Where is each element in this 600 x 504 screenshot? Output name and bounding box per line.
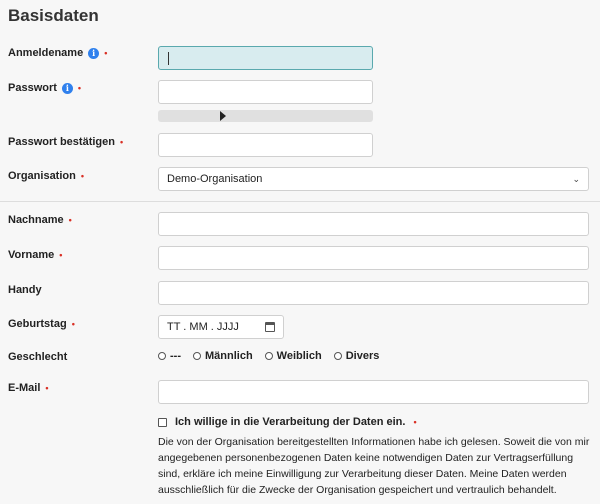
consent-description: Die von der Organisation bereitgestellten Informationen habe ich gelesen. Soweit die von mir angegebenen personenbezogenen Daten keine notwendigen Daten zur Vertragserfüllung sind, erkläre ich meine Einwilligung zur Verarbeitung dieser Daten. Meine Daten werden ausschließlich für die Zwecke der Organisation gespeichert und vertraulich behandelt. — [158, 436, 590, 496]
required-marker: • — [77, 82, 82, 93]
required-marker: • — [119, 136, 124, 147]
required-marker: • — [59, 249, 63, 260]
password-confirm-label: Passwort bestätigen • — [8, 136, 124, 148]
info-icon[interactable]: i — [62, 83, 73, 94]
gender-option-male[interactable]: Männlich — [193, 350, 253, 362]
password-input[interactable] — [158, 80, 373, 104]
play-arrow-icon — [220, 111, 226, 121]
username-input[interactable] — [158, 46, 373, 70]
required-marker: • — [68, 214, 72, 225]
gender-option-diverse[interactable]: Divers — [334, 350, 380, 362]
gender-option-female[interactable]: Weiblich — [265, 350, 322, 362]
consent-label[interactable]: Ich willige in die Verarbeitung der Daten ein. — [175, 416, 406, 428]
calendar-icon[interactable] — [265, 322, 275, 332]
radio-button[interactable] — [193, 352, 201, 360]
gender-label: Geschlecht — [8, 351, 68, 363]
gender-radio-group — [158, 350, 379, 362]
email-label: E-Mail • — [8, 382, 49, 394]
consent-checkbox[interactable] — [158, 418, 167, 427]
chevron-down-icon: ⌄ — [572, 173, 580, 184]
birthday-label: Geburtstag • — [8, 318, 75, 330]
required-marker: • — [413, 416, 417, 427]
organisation-label: Organisation • — [8, 170, 84, 182]
firstname-input[interactable] — [158, 246, 589, 270]
text-cursor — [168, 52, 169, 65]
radio-button[interactable] — [334, 352, 342, 360]
info-icon[interactable]: i — [88, 48, 99, 59]
required-marker: • — [80, 170, 84, 181]
section-title: Basisdaten — [8, 6, 99, 25]
gender-option-none[interactable]: --- — [158, 350, 181, 362]
password-label: Passwort i • — [8, 82, 82, 94]
required-marker: • — [71, 318, 75, 329]
radio-button[interactable] — [158, 352, 166, 360]
birthday-date-input[interactable]: TT . MM . JJJJ — [158, 315, 284, 339]
firstname-label: Vorname • — [8, 249, 63, 261]
password-strength-bar — [158, 110, 373, 122]
username-label: Anmeldename i • — [8, 47, 108, 59]
consent-row — [158, 416, 417, 428]
mobile-input[interactable] — [158, 281, 589, 305]
email-input[interactable] — [158, 380, 589, 404]
lastname-label: Nachname • — [8, 214, 72, 226]
radio-button[interactable] — [265, 352, 273, 360]
lastname-input[interactable] — [158, 212, 589, 236]
organisation-select[interactable]: Demo-Organisation ⌄ — [158, 167, 589, 191]
mobile-label: Handy — [8, 284, 42, 296]
section-divider — [0, 201, 600, 202]
required-marker: • — [104, 47, 108, 58]
password-confirm-input[interactable] — [158, 133, 373, 157]
required-marker: • — [45, 382, 49, 393]
